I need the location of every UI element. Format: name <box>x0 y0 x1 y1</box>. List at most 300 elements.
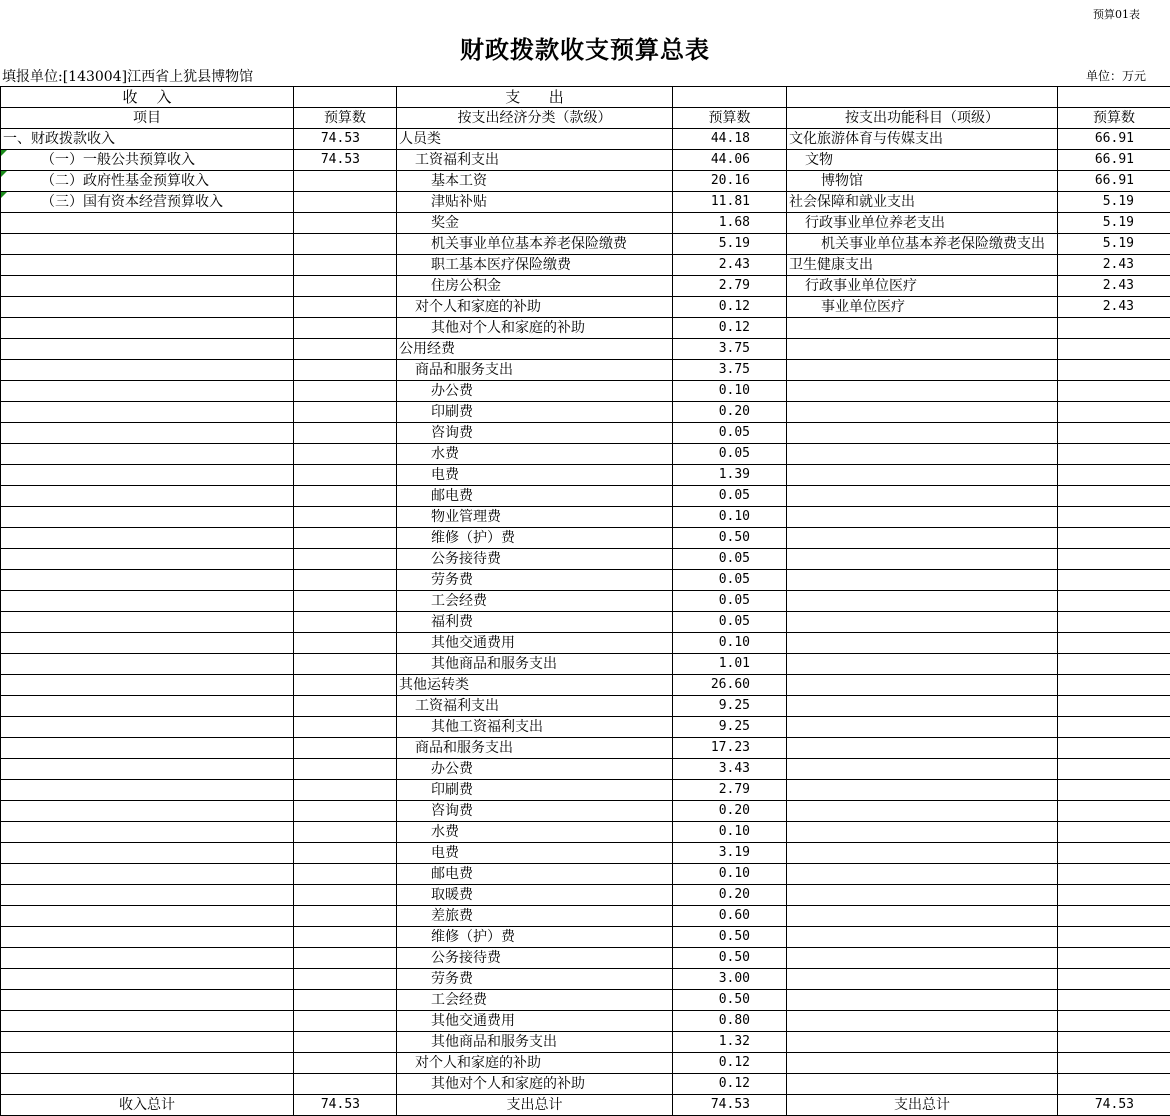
table-row <box>1 402 1170 423</box>
col-header-budget: 预算数 <box>673 108 787 129</box>
empty-cell <box>1 1011 294 1032</box>
func-label: 文化旅游体育与传媒支出 <box>787 129 1058 150</box>
empty-cell <box>787 528 1058 549</box>
empty-cell <box>294 927 397 948</box>
empty-cell <box>1 528 294 549</box>
empty-cell <box>787 759 1058 780</box>
empty-cell <box>787 738 1058 759</box>
empty-cell <box>787 654 1058 675</box>
econ-label: 工资福利支出 <box>397 696 673 717</box>
empty-cell <box>294 297 397 318</box>
col-header-func-class: 按支出功能科目（项级） <box>787 108 1058 129</box>
income-value: 74.53 <box>294 129 397 150</box>
empty-cell <box>294 234 397 255</box>
empty-cell <box>294 591 397 612</box>
empty-cell <box>1058 444 1170 465</box>
empty-cell <box>294 486 397 507</box>
empty-cell <box>294 318 397 339</box>
table-row <box>1 927 1170 948</box>
func-label: 文物 <box>787 150 1058 171</box>
income-value: 74.53 <box>294 150 397 171</box>
empty-cell <box>787 843 1058 864</box>
empty-cell <box>787 1011 1058 1032</box>
empty-cell <box>294 738 397 759</box>
econ-value: 0.05 <box>673 591 787 612</box>
econ-value: 0.50 <box>673 927 787 948</box>
empty-cell <box>787 318 1058 339</box>
table-row <box>1 1053 1170 1074</box>
empty-cell <box>1 822 294 843</box>
empty-cell <box>294 864 397 885</box>
empty-cell <box>1058 780 1170 801</box>
empty-cell <box>294 402 397 423</box>
empty-cell <box>294 885 397 906</box>
table-row <box>1 360 1170 381</box>
empty-cell <box>787 675 1058 696</box>
table-row <box>1 528 1170 549</box>
empty-cell <box>1058 1032 1170 1053</box>
empty-cell <box>1 990 294 1011</box>
empty-cell <box>294 87 397 108</box>
empty-cell <box>294 1053 397 1074</box>
empty-cell <box>1058 591 1170 612</box>
empty-cell <box>787 360 1058 381</box>
empty-cell <box>1058 822 1170 843</box>
econ-value: 1.01 <box>673 654 787 675</box>
econ-value: 44.06 <box>673 150 787 171</box>
empty-cell <box>1058 1053 1170 1074</box>
empty-cell <box>787 780 1058 801</box>
empty-cell <box>1 1053 294 1074</box>
econ-label: 维修（护）费 <box>397 528 673 549</box>
empty-cell <box>294 507 397 528</box>
econ-total-value: 74.53 <box>673 1095 787 1116</box>
econ-label: 津贴补贴 <box>397 192 673 213</box>
empty-cell <box>1 465 294 486</box>
header-row-sections <box>1 87 1170 108</box>
empty-cell <box>787 906 1058 927</box>
empty-cell <box>1 507 294 528</box>
empty-cell <box>787 822 1058 843</box>
table-row <box>1 885 1170 906</box>
empty-cell <box>1 969 294 990</box>
econ-value: 44.18 <box>673 129 787 150</box>
empty-cell <box>787 1074 1058 1095</box>
econ-value: 0.20 <box>673 402 787 423</box>
empty-cell <box>787 465 1058 486</box>
econ-value: 0.05 <box>673 612 787 633</box>
econ-label: 机关事业单位基本养老保险缴费 <box>397 234 673 255</box>
empty-cell <box>787 507 1058 528</box>
econ-value: 0.10 <box>673 864 787 885</box>
empty-cell <box>294 948 397 969</box>
empty-cell <box>1 591 294 612</box>
empty-cell <box>294 444 397 465</box>
table-row <box>1 318 1170 339</box>
income-value <box>294 192 397 213</box>
func-value: 66.91 <box>1058 171 1170 192</box>
empty-cell <box>1 318 294 339</box>
empty-cell <box>1 738 294 759</box>
empty-cell <box>1058 738 1170 759</box>
empty-cell <box>1 276 294 297</box>
table-row <box>1 822 1170 843</box>
econ-label: 工会经费 <box>397 591 673 612</box>
empty-cell <box>1058 570 1170 591</box>
empty-cell <box>1 801 294 822</box>
econ-label: 人员类 <box>397 129 673 150</box>
empty-cell <box>1 570 294 591</box>
table-row <box>1 864 1170 885</box>
econ-label: 基本工资 <box>397 171 673 192</box>
empty-cell <box>294 675 397 696</box>
empty-cell <box>787 1032 1058 1053</box>
empty-cell <box>787 948 1058 969</box>
table-row <box>1 234 1170 255</box>
econ-label: 其他交通费用 <box>397 1011 673 1032</box>
econ-value: 2.43 <box>673 255 787 276</box>
empty-cell <box>294 570 397 591</box>
econ-label: 邮电费 <box>397 486 673 507</box>
empty-cell <box>1058 465 1170 486</box>
reporting-unit: 填报单位:[143004]江西省上犹县博物馆 <box>2 66 253 86</box>
econ-label: 电费 <box>397 843 673 864</box>
empty-cell <box>1 213 294 234</box>
empty-cell <box>787 633 1058 654</box>
econ-value: 0.05 <box>673 423 787 444</box>
table-row <box>1 1032 1170 1053</box>
econ-label: 邮电费 <box>397 864 673 885</box>
budget-table <box>0 86 1170 1116</box>
econ-label: 商品和服务支出 <box>397 360 673 381</box>
econ-label: 取暖费 <box>397 885 673 906</box>
table-row <box>1 696 1170 717</box>
empty-cell <box>1058 1074 1170 1095</box>
empty-cell <box>787 381 1058 402</box>
func-value: 66.91 <box>1058 129 1170 150</box>
econ-label: 商品和服务支出 <box>397 738 673 759</box>
func-label: 社会保障和就业支出 <box>787 192 1058 213</box>
econ-value: 3.00 <box>673 969 787 990</box>
econ-label: 水费 <box>397 444 673 465</box>
empty-cell <box>294 339 397 360</box>
econ-label: 其他运转类 <box>397 675 673 696</box>
econ-value: 3.43 <box>673 759 787 780</box>
econ-value: 0.10 <box>673 822 787 843</box>
empty-cell <box>1058 927 1170 948</box>
table-row <box>1 465 1170 486</box>
empty-cell <box>1 906 294 927</box>
empty-cell <box>787 339 1058 360</box>
empty-cell <box>294 717 397 738</box>
econ-label: 印刷费 <box>397 780 673 801</box>
empty-cell <box>1 717 294 738</box>
empty-cell <box>1 444 294 465</box>
econ-value: 0.50 <box>673 948 787 969</box>
empty-cell <box>787 801 1058 822</box>
empty-cell <box>673 87 787 108</box>
econ-value: 0.60 <box>673 906 787 927</box>
col-header-econ-class: 按支出经济分类（款级） <box>397 108 673 129</box>
income-label: 一、财政拨款收入 <box>1 129 294 150</box>
table-row <box>1 717 1170 738</box>
empty-cell <box>1 948 294 969</box>
empty-cell <box>294 801 397 822</box>
empty-cell <box>787 885 1058 906</box>
empty-cell <box>1058 402 1170 423</box>
empty-cell <box>787 549 1058 570</box>
econ-label: 工资福利支出 <box>397 150 673 171</box>
table-row <box>1 507 1170 528</box>
empty-cell <box>787 486 1058 507</box>
empty-cell <box>1058 507 1170 528</box>
table-row <box>1 192 1170 213</box>
empty-cell <box>1 549 294 570</box>
econ-label: 咨询费 <box>397 801 673 822</box>
econ-value: 0.50 <box>673 990 787 1011</box>
table-row <box>1 759 1170 780</box>
func-label: 行政事业单位养老支出 <box>787 213 1058 234</box>
table-row <box>1 171 1170 192</box>
empty-cell <box>1 927 294 948</box>
econ-value: 0.05 <box>673 549 787 570</box>
table-row <box>1 633 1170 654</box>
econ-label: 公务接待费 <box>397 549 673 570</box>
table-row <box>1 255 1170 276</box>
empty-cell <box>1058 885 1170 906</box>
currency-unit: 单位：万元 <box>1086 67 1146 84</box>
table-row <box>1 570 1170 591</box>
table-row <box>1 780 1170 801</box>
totals-row <box>1 1095 1170 1116</box>
func-label: 博物馆 <box>787 171 1058 192</box>
econ-label: 水费 <box>397 822 673 843</box>
econ-label: 其他交通费用 <box>397 633 673 654</box>
empty-cell <box>294 1074 397 1095</box>
empty-cell <box>294 360 397 381</box>
empty-cell <box>1058 717 1170 738</box>
empty-cell <box>787 444 1058 465</box>
econ-value: 3.75 <box>673 339 787 360</box>
expense-section-header: 支 出 <box>397 87 673 108</box>
econ-label: 差旅费 <box>397 906 673 927</box>
table-row <box>1 1074 1170 1095</box>
econ-label: 对个人和家庭的补助 <box>397 1053 673 1074</box>
table-row <box>1 276 1170 297</box>
econ-value: 3.19 <box>673 843 787 864</box>
empty-cell <box>787 990 1058 1011</box>
empty-cell <box>294 276 397 297</box>
empty-cell <box>1058 801 1170 822</box>
econ-value: 1.39 <box>673 465 787 486</box>
empty-cell <box>1 759 294 780</box>
empty-cell <box>787 612 1058 633</box>
empty-cell <box>294 612 397 633</box>
table-row <box>1 738 1170 759</box>
econ-label: 工会经费 <box>397 990 673 1011</box>
empty-cell <box>1 486 294 507</box>
income-label: （一）一般公共预算收入 <box>1 150 294 171</box>
empty-cell <box>1058 486 1170 507</box>
empty-cell <box>1058 612 1170 633</box>
func-value: 5.19 <box>1058 213 1170 234</box>
econ-value: 0.10 <box>673 633 787 654</box>
page-title: 财政拨款收支预算总表 <box>0 30 1170 65</box>
empty-cell <box>294 465 397 486</box>
econ-value: 0.05 <box>673 444 787 465</box>
empty-cell <box>1058 864 1170 885</box>
func-value: 66.91 <box>1058 150 1170 171</box>
func-value: 5.19 <box>1058 192 1170 213</box>
empty-cell <box>1058 423 1170 444</box>
econ-label: 公用经费 <box>397 339 673 360</box>
income-label: （三）国有资本经营预算收入 <box>1 192 294 213</box>
income-section-header: 收 入 <box>1 87 294 108</box>
empty-cell <box>787 864 1058 885</box>
empty-cell <box>787 570 1058 591</box>
header-row-columns <box>1 108 1170 129</box>
table-row <box>1 381 1170 402</box>
econ-value: 0.50 <box>673 528 787 549</box>
empty-cell <box>1058 381 1170 402</box>
table-row <box>1 1011 1170 1032</box>
empty-cell <box>1058 549 1170 570</box>
empty-cell <box>1058 906 1170 927</box>
table-row <box>1 591 1170 612</box>
econ-label: 劳务费 <box>397 570 673 591</box>
empty-cell <box>1 843 294 864</box>
empty-cell <box>787 423 1058 444</box>
econ-value: 3.75 <box>673 360 787 381</box>
col-header-budget: 预算数 <box>294 108 397 129</box>
empty-cell <box>294 990 397 1011</box>
table-row <box>1 549 1170 570</box>
empty-cell <box>1058 990 1170 1011</box>
econ-total-label: 支出总计 <box>397 1095 673 1116</box>
empty-cell <box>787 717 1058 738</box>
empty-cell <box>1058 759 1170 780</box>
econ-value: 9.25 <box>673 717 787 738</box>
econ-label: 奖金 <box>397 213 673 234</box>
empty-cell <box>1058 339 1170 360</box>
empty-cell <box>1 1032 294 1053</box>
econ-value: 0.20 <box>673 885 787 906</box>
func-value: 5.19 <box>1058 234 1170 255</box>
empty-cell <box>294 843 397 864</box>
econ-value: 20.16 <box>673 171 787 192</box>
table-row <box>1 906 1170 927</box>
empty-cell <box>1 612 294 633</box>
econ-value: 0.05 <box>673 570 787 591</box>
func-value: 2.43 <box>1058 276 1170 297</box>
table-row <box>1 675 1170 696</box>
empty-cell <box>1058 87 1170 108</box>
empty-cell <box>1 864 294 885</box>
empty-cell <box>1058 948 1170 969</box>
income-label: （二）政府性基金预算收入 <box>1 171 294 192</box>
econ-value: 0.10 <box>673 507 787 528</box>
econ-value: 1.68 <box>673 213 787 234</box>
table-row <box>1 213 1170 234</box>
econ-value: 2.79 <box>673 780 787 801</box>
func-total-value: 74.53 <box>1058 1095 1170 1116</box>
empty-cell <box>294 381 397 402</box>
table-row <box>1 843 1170 864</box>
empty-cell <box>294 255 397 276</box>
empty-cell <box>294 423 397 444</box>
econ-label: 对个人和家庭的补助 <box>397 297 673 318</box>
empty-cell <box>1 780 294 801</box>
empty-cell <box>787 591 1058 612</box>
func-label: 事业单位医疗 <box>787 297 1058 318</box>
empty-cell <box>294 528 397 549</box>
table-row <box>1 801 1170 822</box>
empty-cell <box>1058 654 1170 675</box>
income-total-value: 74.53 <box>294 1095 397 1116</box>
empty-cell <box>1 297 294 318</box>
table-row <box>1 654 1170 675</box>
form-code: 预算01表 <box>1093 6 1140 22</box>
econ-label: 维修（护）费 <box>397 927 673 948</box>
empty-cell <box>294 780 397 801</box>
empty-cell <box>1 885 294 906</box>
empty-cell <box>294 906 397 927</box>
empty-cell <box>1058 1011 1170 1032</box>
empty-cell <box>294 633 397 654</box>
func-value: 2.43 <box>1058 255 1170 276</box>
econ-label: 其他商品和服务支出 <box>397 654 673 675</box>
func-total-label: 支出总计 <box>787 1095 1058 1116</box>
econ-value: 0.10 <box>673 381 787 402</box>
empty-cell <box>1058 843 1170 864</box>
empty-cell <box>294 213 397 234</box>
econ-label: 电费 <box>397 465 673 486</box>
econ-value: 2.79 <box>673 276 787 297</box>
empty-cell <box>1058 633 1170 654</box>
econ-value: 5.19 <box>673 234 787 255</box>
empty-cell <box>787 927 1058 948</box>
econ-value: 11.81 <box>673 192 787 213</box>
col-header-budget: 预算数 <box>1058 108 1170 129</box>
econ-label: 办公费 <box>397 759 673 780</box>
empty-cell <box>294 969 397 990</box>
empty-cell <box>294 696 397 717</box>
table-row <box>1 612 1170 633</box>
econ-value: 0.12 <box>673 297 787 318</box>
income-total-label: 收入总计 <box>1 1095 294 1116</box>
empty-cell <box>1 423 294 444</box>
table-row <box>1 444 1170 465</box>
empty-cell <box>1 675 294 696</box>
empty-cell <box>294 1011 397 1032</box>
empty-cell <box>1 654 294 675</box>
income-value <box>294 171 397 192</box>
empty-cell <box>294 1032 397 1053</box>
empty-cell <box>787 696 1058 717</box>
econ-label: 住房公积金 <box>397 276 673 297</box>
empty-cell <box>1 402 294 423</box>
econ-value: 17.23 <box>673 738 787 759</box>
empty-cell <box>294 822 397 843</box>
econ-label: 其他对个人和家庭的补助 <box>397 1074 673 1095</box>
econ-value: 0.20 <box>673 801 787 822</box>
econ-label: 其他对个人和家庭的补助 <box>397 318 673 339</box>
econ-value: 1.32 <box>673 1032 787 1053</box>
empty-cell <box>294 759 397 780</box>
col-header-item: 项目 <box>1 108 294 129</box>
econ-value: 0.12 <box>673 318 787 339</box>
econ-value: 9.25 <box>673 696 787 717</box>
